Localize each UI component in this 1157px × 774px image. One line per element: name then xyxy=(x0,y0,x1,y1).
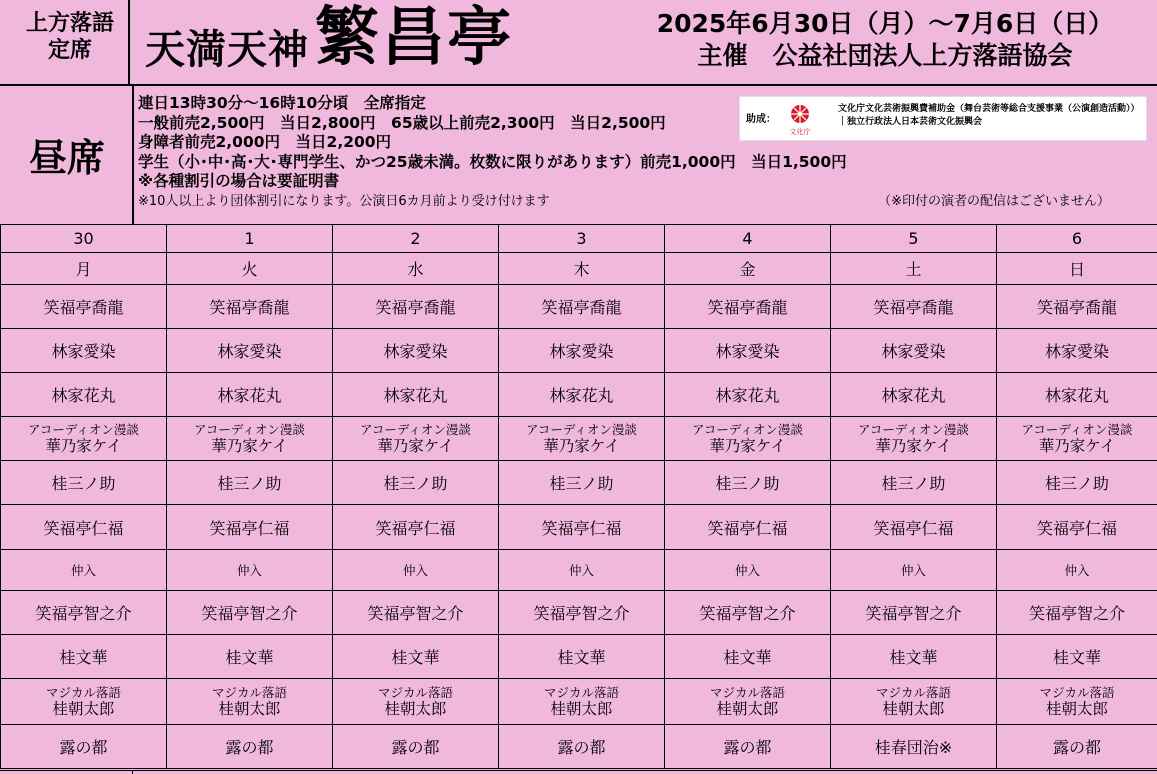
performer-cell: 林家愛染 xyxy=(831,329,997,373)
performer-cell: 露の都 xyxy=(665,725,831,769)
performer-cell: 笑福亭智之介 xyxy=(333,591,499,635)
performer-cell: 露の都 xyxy=(997,725,1157,769)
day-number-cell: 30 xyxy=(1,225,167,253)
performer-cell: 桂三ノ助 xyxy=(997,461,1157,505)
info-line: ※各種割引の場合は要証明書 xyxy=(138,172,340,190)
day-number-cell: 1 xyxy=(167,225,333,253)
day-number-cell: 5 xyxy=(831,225,997,253)
performer-name: 桂朝太郎 xyxy=(218,699,281,718)
performer-cell: 笑福亭智之介 xyxy=(499,591,665,635)
performer-cell xyxy=(831,679,997,725)
streaming-note: （※印付の演者の配信はございません） xyxy=(878,193,1110,209)
performer-name: 華乃家ケイ xyxy=(709,436,786,455)
performer-cell: 笑福亭喬龍 xyxy=(665,285,831,329)
subsidy-label: 助成： xyxy=(746,114,776,125)
performer-cell: 笑福亭智之介 xyxy=(997,591,1157,635)
act-type: マジカル落語 xyxy=(377,684,453,700)
performer-cell: 林家花丸 xyxy=(831,373,997,417)
notes-row xyxy=(138,192,1148,212)
group-discount-note: ※10人以上より団体割引になります。公演日6カ月前より受け付けます xyxy=(138,193,550,209)
performer-cell xyxy=(665,679,831,725)
performer-name: 桂朝太郎 xyxy=(882,699,945,718)
act-type: アコーディオン漫談 xyxy=(194,421,305,437)
performer-cell: 桂三ノ助 xyxy=(167,461,333,505)
performer-cell: 林家花丸 xyxy=(997,373,1157,417)
performer-cell: 仲入 xyxy=(167,550,333,591)
performer-cell: 笑福亭仁福 xyxy=(333,505,499,550)
performer-row xyxy=(1,329,1157,373)
performer-row xyxy=(1,461,1157,505)
subsidy-text xyxy=(838,103,1140,129)
performer-cell: 桂三ノ助 xyxy=(831,461,997,505)
performer-cell: 露の都 xyxy=(499,725,665,769)
performer-cell xyxy=(831,417,997,461)
performer-cell: 露の都 xyxy=(333,725,499,769)
performer-row xyxy=(1,505,1157,550)
performer-cell xyxy=(167,417,333,461)
performer-cell xyxy=(997,679,1157,725)
performer-cell: 笑福亭仁福 xyxy=(1,505,167,550)
act-type: マジカル落語 xyxy=(45,684,121,700)
performer-cell: 林家愛染 xyxy=(665,329,831,373)
performer-name: 桂朝太郎 xyxy=(550,699,613,718)
venue-title: 繁昌亭 xyxy=(315,1,513,75)
performer-cell: 笑福亭仁福 xyxy=(831,505,997,550)
logo-caption: 文化庁 xyxy=(789,128,811,136)
performer-cell: 笑福亭喬龍 xyxy=(831,285,997,329)
performer-name: 華乃家ケイ xyxy=(1038,436,1116,455)
performer-name: 桂朝太郎 xyxy=(1045,699,1108,718)
organizer: 主催 公益社団法人上方落語協会 xyxy=(697,41,1073,70)
act-type: アコーディオン漫談 xyxy=(692,421,803,437)
day-number-cell: 6 xyxy=(997,225,1157,253)
performer-name: 華乃家ケイ xyxy=(377,436,454,455)
performer-cell xyxy=(1,417,167,461)
performer-cell: 笑福亭喬龍 xyxy=(333,285,499,329)
event-info-header xyxy=(620,8,1150,72)
weekday-cell: 月 xyxy=(1,253,167,285)
performer-cell: 林家愛染 xyxy=(167,329,333,373)
performer-cell: 笑福亭仁福 xyxy=(665,505,831,550)
performer-row xyxy=(1,285,1157,329)
header-divider-vertical xyxy=(128,0,130,84)
performer-name: 桂朝太郎 xyxy=(52,699,115,718)
performer-cell: 桂文華 xyxy=(333,635,499,679)
performer-cell xyxy=(665,417,831,461)
badge-line-2: 定席 xyxy=(47,38,92,63)
badge-line-1: 上方落語 xyxy=(25,11,114,36)
performer-row xyxy=(1,417,1157,461)
performer-row xyxy=(1,591,1157,635)
performer-cell: 林家花丸 xyxy=(665,373,831,417)
bunkacho-logo-icon xyxy=(782,101,818,137)
performer-cell: 笑福亭喬龍 xyxy=(499,285,665,329)
performer-cell: 笑福亭智之介 xyxy=(1,591,167,635)
info-line: 連日13時30分～16時10分頃 全席指定 xyxy=(138,94,426,112)
performer-cell: 林家愛染 xyxy=(499,329,665,373)
weekday-cell: 日 xyxy=(997,253,1157,285)
weekday-row xyxy=(1,253,1157,285)
header-divider xyxy=(0,84,1157,86)
performer-cell: 仲入 xyxy=(665,550,831,591)
performer-row xyxy=(1,635,1157,679)
weekday-cell: 木 xyxy=(499,253,665,285)
performer-cell xyxy=(333,679,499,725)
act-type: マジカル落語 xyxy=(1039,684,1115,700)
performer-cell: 仲入 xyxy=(499,550,665,591)
info-line: 学生（小･中･高･大･専門学生、かつ25歳未満。枚数に限りがあります）前売1,000円 当日1,500円 xyxy=(138,152,847,171)
day-number-row xyxy=(1,225,1157,253)
performer-cell xyxy=(1,679,167,725)
performer-cell: 桂文華 xyxy=(831,635,997,679)
performer-cell: 林家花丸 xyxy=(1,373,167,417)
performer-cell: 桂文華 xyxy=(997,635,1157,679)
performer-cell: 笑福亭喬龍 xyxy=(167,285,333,329)
performer-cell: 仲入 xyxy=(997,550,1157,591)
performer-row xyxy=(1,725,1157,769)
performer-cell: 笑福亭喬龍 xyxy=(1,285,167,329)
performer-cell: 笑福亭仁福 xyxy=(499,505,665,550)
performer-row xyxy=(1,550,1157,591)
performer-cell: 林家愛染 xyxy=(1,329,167,373)
day-number-cell: 3 xyxy=(499,225,665,253)
weekday-cell: 土 xyxy=(831,253,997,285)
performer-cell: 林家愛染 xyxy=(997,329,1157,373)
subsidy-box xyxy=(739,96,1147,141)
performer-cell: 露の都 xyxy=(1,725,167,769)
info-line: 一般前売2,500円 当日2,800円 65歳以上前売2,300円 当日2,500円 xyxy=(138,113,666,132)
performer-cell: 笑福亭智之介 xyxy=(831,591,997,635)
act-type: マジカル落語 xyxy=(875,684,951,700)
performer-name: 華乃家ケイ xyxy=(543,436,620,455)
subsidy-line-1: 文化庁文化芸術振興費補助金（舞台芸術等総合支援事業（公演創造活動）） xyxy=(838,104,1140,114)
teiseki-badge xyxy=(10,10,130,64)
day-number-cell: 4 xyxy=(665,225,831,253)
bottom-divider xyxy=(0,770,1157,771)
act-type: アコーディオン漫談 xyxy=(28,421,139,437)
performer-cell xyxy=(997,417,1157,461)
performer-name: 桂朝太郎 xyxy=(716,699,779,718)
performer-name: 華乃家ケイ xyxy=(875,436,952,455)
act-type: マジカル落語 xyxy=(211,684,287,700)
performer-cell: 笑福亭喬龍 xyxy=(997,285,1157,329)
performer-cell: 桂文華 xyxy=(499,635,665,679)
performer-cell: 桂三ノ助 xyxy=(1,461,167,505)
matinee-label: 昼席 xyxy=(28,135,105,180)
act-type: アコーディオン漫談 xyxy=(1021,421,1133,437)
day-number-cell: 2 xyxy=(333,225,499,253)
performer-cell: 笑福亭智之介 xyxy=(167,591,333,635)
act-type: マジカル落語 xyxy=(709,684,785,700)
performer-name: 桂朝太郎 xyxy=(384,699,447,718)
weekday-cell: 火 xyxy=(167,253,333,285)
performer-cell xyxy=(167,679,333,725)
schedule-table xyxy=(0,224,1157,769)
performer-cell: 林家花丸 xyxy=(499,373,665,417)
performer-cell xyxy=(333,417,499,461)
performer-cell: 林家花丸 xyxy=(333,373,499,417)
performer-cell xyxy=(499,679,665,725)
performer-cell: 桂文華 xyxy=(665,635,831,679)
bottom-divider-tick xyxy=(132,770,133,774)
performer-cell: 桂三ノ助 xyxy=(499,461,665,505)
event-dates: 2025年6月30日（月）～7月6日（日） xyxy=(656,9,1114,38)
performer-cell: 笑福亭仁福 xyxy=(167,505,333,550)
performer-cell: 桂文華 xyxy=(167,635,333,679)
performer-row xyxy=(1,373,1157,417)
performer-cell: 笑福亭仁福 xyxy=(997,505,1157,550)
performer-name: 華乃家ケイ xyxy=(211,436,288,455)
performer-cell: 林家花丸 xyxy=(167,373,333,417)
performer-cell: 林家愛染 xyxy=(333,329,499,373)
performer-cell: 桂三ノ助 xyxy=(333,461,499,505)
act-type: アコーディオン漫談 xyxy=(360,421,471,437)
weekday-cell: 金 xyxy=(665,253,831,285)
performer-cell: 仲入 xyxy=(333,550,499,591)
performer-cell: 笑福亭智之介 xyxy=(665,591,831,635)
performer-cell xyxy=(499,417,665,461)
performer-cell: 露の都 xyxy=(167,725,333,769)
performer-row xyxy=(1,679,1157,725)
performer-cell: 仲入 xyxy=(1,550,167,591)
weekday-cell: 水 xyxy=(333,253,499,285)
act-type: アコーディオン漫談 xyxy=(526,421,637,437)
performer-cell: 桂春団治※ xyxy=(831,725,997,769)
performer-cell: 桂文華 xyxy=(1,635,167,679)
act-type: マジカル落語 xyxy=(543,684,619,700)
subsidy-line-2: ｜独立行政法人日本芸術文化振興会 xyxy=(838,117,983,127)
act-type: アコーディオン漫談 xyxy=(858,421,969,437)
performer-name: 華乃家ケイ xyxy=(45,436,122,455)
performer-cell: 仲入 xyxy=(831,550,997,591)
performer-cell: 桂三ノ助 xyxy=(665,461,831,505)
venue-title-prefix: 天満天神 xyxy=(145,27,309,73)
info-line: 身障者前売2,000円 当日2,200円 xyxy=(138,133,392,151)
